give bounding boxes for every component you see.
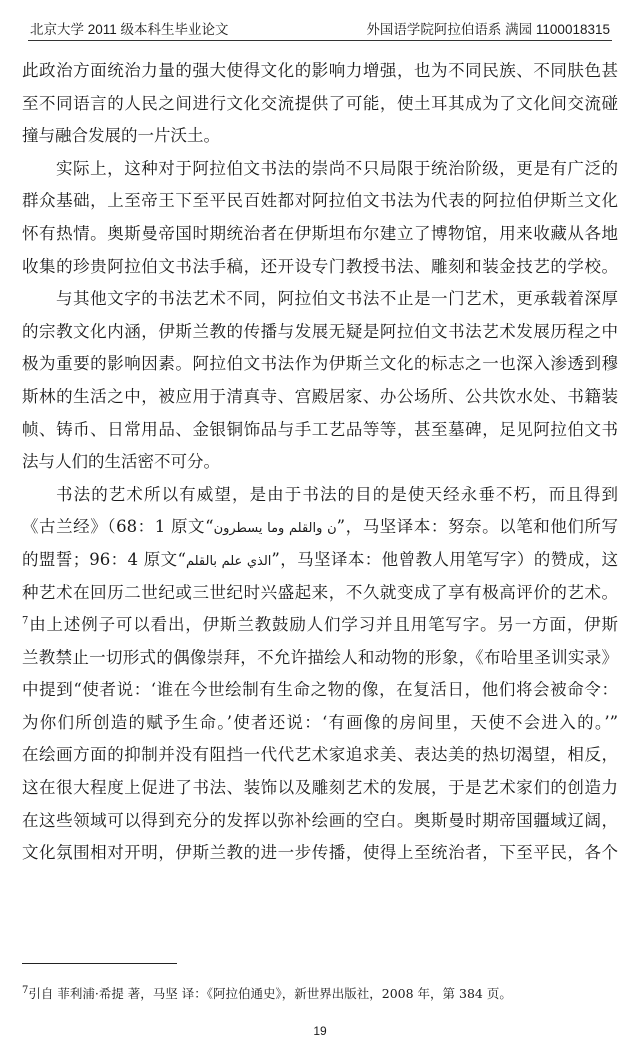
body-text <box>22 55 618 870</box>
body-line-text: 由上述例子可以看出，伊斯兰教鼓励人们学习并且用笔写字。另一方面，伊斯 <box>28 615 618 635</box>
page-number: 19 <box>313 1024 327 1038</box>
body-line: 这在很大程度上促进了书法、装饰以及雕刻艺术的发展，于是艺术家们的创造力 <box>22 778 618 798</box>
body-line: 收集的珍贵阿拉伯文书法手稿，还开设专门教授书法、雕刻和装金技艺的学校。 <box>22 256 618 276</box>
body-line: 极为重要的影响因素。阿拉伯文书法作为伊斯兰文化的标志之一也深入渗透到穆 <box>22 354 618 374</box>
body-line: 兰教禁止一切形式的偶像崇拜，不允许描绘人和动物的形象，《布哈里圣训实录》 <box>22 647 618 667</box>
body-line: 文化氛围相对开明，伊斯兰教的进一步传播，使得上至统治者，下至平民，各个 <box>22 843 618 863</box>
footnote <box>22 984 512 1002</box>
body-line: 中提到“使者说：‘谁在今世绘制有生命之物的像，在复活日，他们将会被命令： <box>22 680 618 700</box>
body-line-quran-96-4 <box>22 544 618 577</box>
body-line: 与其他文字的书法艺术不同，阿拉伯文书法不止是一门艺术，更承载着深厚 <box>56 289 618 309</box>
body-line: 为你们所创造的赋予生命。’使者还说：‘有画像的房间里，天使不会进入的。’” <box>22 712 618 732</box>
body-line <box>22 609 618 642</box>
header-thesis-title: 北京大学 2011 级本科生毕业论文 <box>30 22 229 37</box>
footnote-divider <box>22 963 177 964</box>
arabic-quote: ن والقلم وما يسطرون <box>213 521 337 537</box>
footnote-reference[interactable]: 7 <box>22 615 29 627</box>
body-line: 书法的艺术所以有威望，是由于书法的目的是使天经永垂不朽，而且得到 <box>56 484 618 504</box>
quote-intro: 的盟誓；96：4 原文“ <box>22 549 186 569</box>
body-line: 在这些领域可以得到充分的发挥以弥补绘画的空白。奥斯曼时期帝国疆域辽阔， <box>22 810 618 830</box>
body-line: 的宗教文化内涵，伊斯兰教的传播与发展无疑是阿拉伯文书法艺术发展历程之中 <box>22 321 618 341</box>
body-line-quran-68-1 <box>22 511 618 544</box>
body-line: 实际上，这种对于阿拉伯文书法的崇尚不只局限于统治阶级，更是有广泛的 <box>56 158 618 178</box>
body-line: 怀有热情。奥斯曼帝国时期统治者在伊斯坦布尔建立了博物馆，用来收藏从各地 <box>22 223 618 243</box>
body-line: 此政治方面统治力量的强大使得文化的影响力增强，也为不同民族、不同肤色甚 <box>22 61 618 80</box>
body-line: 至不同语言的人民之间进行文化交流提供了可能，使土耳其成为了文化间交流碰 <box>22 93 618 113</box>
body-line: 帧、铸币、日常用品、金银铜饰品与手工艺品等等，甚至墓碑，足见阿拉伯文书 <box>22 419 618 439</box>
body-line: 法与人们的生活密不可分。 <box>22 452 220 472</box>
body-line: 种艺术在回历二世纪或三世纪时兴盛起来，不久就变成了享有极高评价的艺术。 <box>22 582 618 602</box>
running-header <box>28 14 612 41</box>
body-line: 撞与融合发展的一片沃土。 <box>22 126 220 146</box>
arabic-quote: الذي علم بالقلم <box>185 553 272 569</box>
body-line: 斯林的生活之中，被应用于清真寺、宫殿居家、办公场所、公共饮水处、书籍装 <box>22 386 618 406</box>
header-author-info: 外国语学院阿拉伯语系 满园 1100018315 <box>366 22 610 37</box>
body-line: 在绘画方面的抑制并没有阻挡一代代艺术家追求美、表达美的热切渴望，相反， <box>22 745 618 765</box>
body-line: 群众基础，上至帝王下至平民百姓都对阿拉伯文书法为代表的阿拉伯伊斯兰文化 <box>22 191 618 211</box>
footnote-text: 引自 菲利浦·希提 著，马坚 译：《阿拉伯通史》，新世界出版社，2008 年，第 384 页。 <box>28 986 512 1001</box>
quote-intro: 《古兰经》（68：1 原文“ <box>22 517 214 537</box>
quote-translation: ”，马坚译本：他曾教人用笔写字）的赞成，这 <box>271 549 618 569</box>
quote-translation: ”，马坚译本：努奈。以笔和他们所写 <box>336 517 618 537</box>
footnote-number: 7 <box>22 984 29 996</box>
